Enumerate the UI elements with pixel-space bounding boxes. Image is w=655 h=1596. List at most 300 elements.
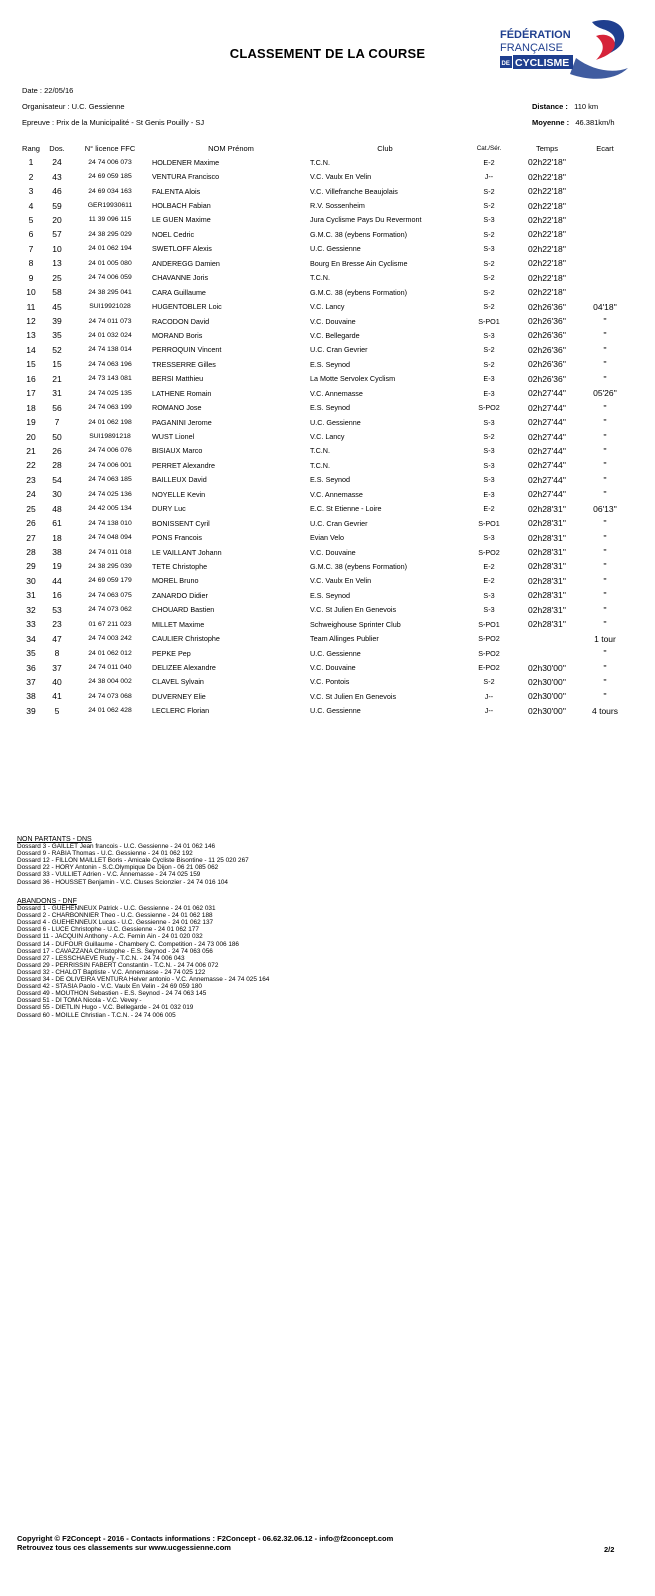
cell-name: FALENTA Alois xyxy=(152,186,201,196)
cell-licence: 24 01 062 428 xyxy=(88,707,132,715)
cell-category: E-3 xyxy=(483,374,495,384)
cell-gap: 4 tours xyxy=(592,705,618,716)
cell-gap xyxy=(576,184,634,198)
table-row xyxy=(20,372,634,386)
cell-gap: '' xyxy=(603,417,607,428)
organizer-value: U.C. Gessienne xyxy=(71,102,125,111)
cell-club: V.C. St Julien En Genevois xyxy=(310,691,397,701)
dns-heading: NON PARTANTS - DNS xyxy=(17,836,92,843)
dns-line: Dossard 3 - GAILLET Jean francois - U.C. Gessienne - 24 01 062 146 xyxy=(17,843,216,851)
cell-licence: 24 38 004 002 xyxy=(88,678,132,686)
cell-gap: '' xyxy=(603,344,607,355)
cell-licence: 24 38 295 041 xyxy=(88,288,132,296)
cell-time: 02h27'44'' xyxy=(528,417,566,428)
cell-rank: 13 xyxy=(26,330,36,341)
cell-club: V.C. Annemasse xyxy=(310,388,363,398)
average-value: 46.381km/h xyxy=(575,118,615,127)
cell-category: S-3 xyxy=(483,244,495,254)
cell-time: 02h26'36'' xyxy=(528,316,566,327)
cell-club: E.S. Seynod xyxy=(310,475,350,485)
cell-dossard: 43 xyxy=(52,171,62,182)
logo-line3: CYCLISME xyxy=(515,57,570,69)
cell-category: J-- xyxy=(484,706,494,716)
cell-rank: 35 xyxy=(26,648,36,659)
cell-dossard: 57 xyxy=(52,229,62,240)
cell-rank: 33 xyxy=(26,619,36,630)
cell-licence: 24 74 006 073 xyxy=(88,158,132,166)
cell-club: R.V. Sossenheim xyxy=(310,201,365,211)
cell-dossard: 39 xyxy=(52,316,62,327)
cell-category: E-2 xyxy=(483,576,495,586)
dnf-line: Dossard 55 - DIETLIN Hugo - V.C. Bellegarde - 24 01 032 019 xyxy=(17,1004,194,1012)
cell-gap: 1 tour xyxy=(594,633,616,644)
dns-line: Dossard 33 - VULLIET Adrien - V.C. Annemasse - 24 74 025 159 xyxy=(17,871,201,879)
cell-dossard: 20 xyxy=(52,214,62,225)
cell-licence: 24 01 032 024 xyxy=(88,331,132,339)
cell-club: E.C. St Etienne - Loire xyxy=(310,504,382,514)
cell-gap xyxy=(576,213,634,227)
cell-rank: 25 xyxy=(26,503,36,514)
cell-time: 02h22'18'' xyxy=(528,243,566,254)
table-row xyxy=(20,271,634,285)
dnf-line: Dossard 32 - CHALOT Baptiste - V.C. Annemasse - 24 74 025 122 xyxy=(17,968,206,976)
table-row xyxy=(20,429,634,443)
cell-name: HOLBACH Fabian xyxy=(152,201,211,211)
dnf-line: Dossard 42 - STASIA Paolo - V.C. Vaulx En Velin - 24 69 059 180 xyxy=(17,983,202,991)
cell-dossard: 56 xyxy=(52,402,62,413)
cell-licence: 24 74 006 076 xyxy=(88,447,132,455)
cell-rank: 28 xyxy=(26,547,36,558)
dnf-line: Dossard 1 - GUEHENNEUX Patrick - U.C. Gessienne - 24 01 062 031 xyxy=(17,905,216,913)
logo-prefix: DE xyxy=(501,61,510,67)
cell-club: E.S. Seynod xyxy=(310,359,350,369)
cell-rank: 9 xyxy=(28,272,34,283)
table-row xyxy=(20,487,634,501)
cell-club: V.C. Bellegarde xyxy=(310,330,360,340)
dns-line: Dossard 12 - FILLON MAILLET Boris - Amicale Cycliste Bisontine - 11 25 020 267 xyxy=(17,857,249,865)
footer-copyright: Copyright © F2Concept - 2016 - Contacts informations : F2Concept - 06.62.32.06.12 - info@f2concept.com xyxy=(17,1534,394,1543)
header-name: NOM Prénom xyxy=(208,143,254,153)
cell-name: MILLET Maxime xyxy=(152,619,205,629)
table-row xyxy=(20,256,634,270)
cell-gap: '' xyxy=(603,359,607,370)
cell-name: HUGENTOBLER Loic xyxy=(152,302,222,312)
dnf-line: Dossard 60 - MOILLE Christian - T.C.N. - 24 74 006 005 xyxy=(17,1011,176,1019)
date-label: Date : xyxy=(22,86,43,95)
cell-gap: '' xyxy=(603,460,607,471)
cell-rank: 8 xyxy=(28,258,34,269)
dnf-line: Dossard 2 - CHARBONNIER Theo - U.C. Gessienne - 24 01 062 188 xyxy=(17,912,213,920)
cell-time: 02h22'18'' xyxy=(528,186,566,197)
table-row xyxy=(20,502,634,516)
cell-rank: 3 xyxy=(28,186,34,197)
organizer-label: Organisateur : xyxy=(22,102,70,111)
cell-licence: GER19930611 xyxy=(87,202,133,210)
cell-dossard: 37 xyxy=(52,662,62,673)
table-row xyxy=(20,242,634,256)
cell-dossard: 58 xyxy=(52,287,62,298)
cell-name: LECLERC Florian xyxy=(152,706,210,716)
table-row xyxy=(20,473,634,487)
cell-club: V.C. St Julien En Genevois xyxy=(310,605,397,615)
cell-rank: 30 xyxy=(26,575,36,586)
cell-gap: 04'18'' xyxy=(593,301,617,312)
cell-rank: 23 xyxy=(26,474,36,485)
cell-dossard: 8 xyxy=(54,648,60,659)
cell-licence: 24 74 063 199 xyxy=(88,404,132,412)
cell-rank: 10 xyxy=(26,287,36,298)
header-rang: Rang xyxy=(22,143,40,153)
cell-rank: 4 xyxy=(28,200,34,211)
cell-club: La Motte Servolex Cyclism xyxy=(310,374,396,384)
cell-category: S-3 xyxy=(483,417,495,427)
header-club: Club xyxy=(377,143,393,153)
cell-category: E-2 xyxy=(483,504,495,514)
cell-rank: 38 xyxy=(26,691,36,702)
cell-dossard: 18 xyxy=(52,532,62,543)
cell-licence: 24 69 059 185 xyxy=(88,173,132,181)
cell-licence: 01 67 211 023 xyxy=(88,620,132,628)
table-row xyxy=(20,530,634,544)
cell-category: S-2 xyxy=(483,432,495,442)
cell-club: T.C.N. xyxy=(310,460,330,470)
cell-rank: 16 xyxy=(26,373,36,384)
cell-name: RACODON David xyxy=(152,316,210,326)
cell-name: PERRET Alexandre xyxy=(152,460,215,470)
table-row xyxy=(20,588,634,602)
cell-category: S-2 xyxy=(483,258,495,268)
cell-category: J-- xyxy=(484,691,494,701)
cell-dossard: 28 xyxy=(52,460,62,471)
cell-time: 02h28'31'' xyxy=(528,604,566,615)
table-row xyxy=(20,689,634,703)
dns-line: Dossard 9 - RABIA Thomas - U.C. Gessienne - 24 01 062 192 xyxy=(17,850,193,858)
cell-name: PONS Francois xyxy=(152,533,202,543)
cell-time: 02h26'36'' xyxy=(528,330,566,341)
cell-gap: '' xyxy=(603,474,607,485)
cell-licence: 24 69 059 179 xyxy=(88,577,132,585)
cell-dossard: 48 xyxy=(52,503,62,514)
cell-dossard: 7 xyxy=(54,417,60,428)
cell-gap xyxy=(576,256,634,270)
dnf-line: Dossard 17 - CAVAZZANA Christophe - E.S. Seynod - 24 74 063 056 xyxy=(17,947,213,955)
cell-gap xyxy=(576,271,634,285)
table-row xyxy=(20,415,634,429)
cell-club: V.C. Douvaine xyxy=(310,547,356,557)
cell-club: T.C.N. xyxy=(310,273,330,283)
cell-licence: 24 38 295 029 xyxy=(88,230,132,238)
cell-licence: 11 39 096 115 xyxy=(88,216,132,224)
cell-licence: 24 74 063 196 xyxy=(88,360,132,368)
cell-club: G.M.C. 38 (eybens Formation) xyxy=(310,561,408,571)
cell-category: S-2 xyxy=(483,229,495,239)
cell-time: 02h22'18'' xyxy=(528,258,566,269)
dns-line: Dossard 22 - HORY Antonin - S.C.Olympique De Dijon - 06 21 085 062 xyxy=(17,864,219,872)
cell-gap xyxy=(576,242,634,256)
cell-dossard: 50 xyxy=(52,431,62,442)
table-row xyxy=(20,646,634,660)
cell-name: BERSI Matthieu xyxy=(152,374,204,384)
cell-category: S-3 xyxy=(483,215,495,225)
cell-dossard: 46 xyxy=(52,186,62,197)
table-row xyxy=(20,603,634,617)
cell-rank: 34 xyxy=(26,633,36,644)
event-value: Prix de la Municipalité - St Genis Pouilly - SJ xyxy=(56,118,205,127)
cell-gap xyxy=(576,198,634,212)
cell-name: CHOUARD Bastien xyxy=(152,605,215,615)
date-line xyxy=(22,86,73,95)
table-row xyxy=(20,617,634,631)
cell-dossard: 31 xyxy=(52,388,62,399)
cell-dossard: 44 xyxy=(52,575,62,586)
cell-name: BISIAUX Marco xyxy=(152,446,203,456)
cell-gap: '' xyxy=(603,561,607,572)
cell-category: S-2 xyxy=(483,677,495,687)
cell-dossard: 13 xyxy=(52,258,62,269)
ffc-logo xyxy=(500,18,630,84)
cell-dossard: 40 xyxy=(52,676,62,687)
cell-name: NOYELLE Kevin xyxy=(152,489,206,499)
cell-dossard: 47 xyxy=(52,633,62,644)
cell-dossard: 25 xyxy=(52,272,62,283)
cell-licence: 24 74 011 018 xyxy=(88,548,132,556)
cell-time: 02h22'18'' xyxy=(528,171,566,182)
cell-time: 02h22'18'' xyxy=(528,229,566,240)
cell-dossard: 15 xyxy=(52,359,62,370)
cell-club: E.S. Seynod xyxy=(310,590,350,600)
cell-rank: 19 xyxy=(26,417,36,428)
table-row xyxy=(20,169,634,183)
cell-club: T.C.N. xyxy=(310,157,330,167)
cell-dossard: 38 xyxy=(52,547,62,558)
cell-category: S-2 xyxy=(483,345,495,355)
cell-dossard: 10 xyxy=(52,243,62,254)
table-row xyxy=(20,660,634,674)
cell-licence: 24 74 006 001 xyxy=(88,461,132,469)
cell-category: E-PO2 xyxy=(478,663,500,673)
cell-licence: 24 74 138 014 xyxy=(88,346,132,354)
cell-licence: 24 01 005 080 xyxy=(88,259,132,267)
cell-club: U.C. Gessienne xyxy=(310,648,361,658)
cell-name: ROMANO Jose xyxy=(152,403,202,413)
cell-licence: 24 74 003 242 xyxy=(88,635,132,643)
cell-name: PERROQUIN Vincent xyxy=(152,345,222,355)
table-row xyxy=(20,155,634,169)
cell-licence: 24 73 143 081 xyxy=(88,375,132,383)
cell-club: V.C. Pontois xyxy=(310,677,350,687)
cell-gap: '' xyxy=(603,590,607,601)
cell-category: S-3 xyxy=(483,330,495,340)
cell-name: LATHENE Romain xyxy=(152,388,212,398)
table-row xyxy=(20,444,634,458)
dnf-line: Dossard 29 - PERRISSIN FABERT Constantin - T.C.N. - 24 74 006 072 xyxy=(17,961,219,969)
table-row xyxy=(20,675,634,689)
table-row xyxy=(20,559,634,573)
table-row xyxy=(20,227,634,241)
cell-time: 02h22'18'' xyxy=(528,200,566,211)
dnf-line: Dossard 51 - DI TOMA Nicola - V.C. Vevey - xyxy=(17,997,142,1005)
cell-category: E-2 xyxy=(483,157,495,167)
cell-category: S-3 xyxy=(483,460,495,470)
cell-name: TETE Christophe xyxy=(152,561,208,571)
dnf-line: Dossard 34 - DE OLIVEIRA VENTURA Helver antonio - V.C. Annemasse - 24 74 025 164 xyxy=(17,976,270,984)
cell-rank: 32 xyxy=(26,604,36,615)
cell-dossard: 23 xyxy=(52,619,62,630)
average-label: Moyenne : xyxy=(532,118,570,127)
cell-licence: 24 74 138 010 xyxy=(88,519,132,527)
cell-licence: 24 74 025 135 xyxy=(88,389,132,397)
cell-time: 02h22'18'' xyxy=(528,272,566,283)
table-row xyxy=(20,357,634,371)
cell-gap: '' xyxy=(603,489,607,500)
header-licence: N° licence FFC xyxy=(84,143,136,153)
cell-category: S-3 xyxy=(483,446,495,456)
cell-category: S-2 xyxy=(483,359,495,369)
cell-club: Jura Cyclisme Pays Du Revermont xyxy=(310,215,422,225)
cell-category: S-3 xyxy=(483,605,495,615)
cell-time: 02h28'31'' xyxy=(528,532,566,543)
dnf-line: Dossard 4 - GUEHENNEUX Lucas - U.C. Gessienne - 24 01 062 137 xyxy=(17,919,214,927)
cell-club: U.C. Gessienne xyxy=(310,244,361,254)
cell-time: 02h22'18'' xyxy=(528,214,566,225)
distance-value: 110 km xyxy=(574,102,599,111)
table-row xyxy=(20,545,634,559)
cell-rank: 31 xyxy=(26,590,36,601)
cell-time: 02h27'44'' xyxy=(528,388,566,399)
cell-time: 02h27'44'' xyxy=(528,445,566,456)
cell-name: MORAND Boris xyxy=(152,330,203,340)
cell-gap: '' xyxy=(603,691,607,702)
cell-rank: 7 xyxy=(28,243,34,254)
logo-line2: FRANÇAISE xyxy=(500,42,563,54)
results-table xyxy=(20,141,634,718)
cell-gap: '' xyxy=(603,676,607,687)
cell-category: S-PO2 xyxy=(478,634,500,644)
footer-website: Retrouvez tous ces classements sur www.ucgessienne.com xyxy=(17,1543,231,1552)
cell-rank: 12 xyxy=(26,316,36,327)
cell-gap: '' xyxy=(603,604,607,615)
cell-category: S-PO1 xyxy=(478,619,500,629)
cell-licence: 24 74 063 185 xyxy=(88,476,132,484)
cell-gap: '' xyxy=(603,316,607,327)
cell-gap: '' xyxy=(603,518,607,529)
cell-gap xyxy=(576,155,634,169)
cell-time: 02h28'31'' xyxy=(528,503,566,514)
cell-club: V.C. Annemasse xyxy=(310,489,363,499)
cell-gap: '' xyxy=(603,445,607,456)
cell-dossard: 54 xyxy=(52,474,62,485)
cell-licence: 24 74 011 040 xyxy=(88,664,132,672)
cell-category: S-3 xyxy=(483,475,495,485)
cell-time xyxy=(518,646,576,660)
cell-rank: 24 xyxy=(26,489,36,500)
cell-dossard: 35 xyxy=(52,330,62,341)
cell-rank: 36 xyxy=(26,662,36,673)
cell-time: 02h28'31'' xyxy=(528,547,566,558)
cell-category: S-PO2 xyxy=(478,403,500,413)
cell-club: V.C. Vaulx En Velin xyxy=(310,576,372,586)
cell-category: E-3 xyxy=(483,489,495,499)
cell-gap: '' xyxy=(603,532,607,543)
cell-time: 02h28'31'' xyxy=(528,590,566,601)
dns-line: Dossard 36 - HOUSSET Benjamin - V.C. Cluses Scionzier - 24 74 016 104 xyxy=(17,878,228,886)
table-row xyxy=(20,574,634,588)
cell-dossard: 16 xyxy=(52,590,62,601)
dnf-line: Dossard 27 - LESSCHAEVE Rudy - T.C.N. - 24 74 006 043 xyxy=(17,954,185,962)
cell-category: S-2 xyxy=(483,302,495,312)
distance-label: Distance : xyxy=(532,102,568,111)
cell-name: NOEL Cedric xyxy=(152,229,195,239)
cell-name: LE GUEN Maxime xyxy=(152,215,211,225)
page-number: 2/2 xyxy=(604,1545,615,1554)
cell-licence: SUI19921028 xyxy=(89,303,131,311)
cell-time: 02h27'44'' xyxy=(528,460,566,471)
table-row xyxy=(20,631,634,645)
cell-dossard: 24 xyxy=(52,157,62,168)
cell-time: 02h28'31'' xyxy=(528,619,566,630)
cell-club: U.C. Gessienne xyxy=(310,417,361,427)
cell-rank: 15 xyxy=(26,359,36,370)
cell-time: 02h22'18'' xyxy=(528,157,566,168)
cell-club: G.M.C. 38 (eybens Formation) xyxy=(310,229,408,239)
cell-dossard: 52 xyxy=(52,344,62,355)
cell-gap xyxy=(576,169,634,183)
cell-club: E.S. Seynod xyxy=(310,403,350,413)
cell-rank: 11 xyxy=(26,301,36,312)
dnf-line: Dossard 11 - JACQUIN Anthony - A.C. Fernin Ain - 24 01 020 032 xyxy=(17,933,203,941)
cell-name: BONISSENT Cyril xyxy=(152,518,210,528)
cell-category: S-PO2 xyxy=(478,648,500,658)
cell-gap: 06'13'' xyxy=(593,503,617,514)
cell-licence: 24 69 034 163 xyxy=(88,187,132,195)
cell-rank: 22 xyxy=(26,460,36,471)
cell-rank: 29 xyxy=(26,561,36,572)
cell-time: 02h30'00'' xyxy=(528,691,566,702)
cell-dossard: 26 xyxy=(52,445,62,456)
cell-name: TRESSERRE Gilles xyxy=(152,359,216,369)
table-row xyxy=(20,328,634,342)
cell-club: U.C. Cran Gevrier xyxy=(310,345,368,355)
cell-gap xyxy=(576,227,634,241)
event-line xyxy=(22,118,204,127)
cell-time: 02h27'44'' xyxy=(528,474,566,485)
cell-time: 02h28'31'' xyxy=(528,518,566,529)
cell-dossard: 30 xyxy=(52,489,62,500)
cell-name: PAGANINI Jerome xyxy=(152,417,212,427)
table-row xyxy=(20,184,634,198)
cell-time: 02h30'00'' xyxy=(528,705,566,716)
cell-gap: '' xyxy=(603,575,607,586)
cell-rank: 37 xyxy=(26,676,36,687)
header-time: Temps xyxy=(535,143,559,153)
cell-gap: '' xyxy=(603,662,607,673)
footer xyxy=(17,1534,393,1552)
cell-club: V.C. Douvaine xyxy=(310,663,356,673)
cell-club: V.C. Lancy xyxy=(310,302,345,312)
cell-club: V.C. Douvaine xyxy=(310,316,356,326)
cell-club: V.C. Vaulx En Velin xyxy=(310,172,372,182)
cell-licence: 24 01 062 012 xyxy=(88,649,132,657)
cell-time: 02h27'44'' xyxy=(528,402,566,413)
cell-category: E-3 xyxy=(483,388,495,398)
cell-rank: 39 xyxy=(26,705,36,716)
cell-licence: 24 74 025 136 xyxy=(88,490,132,498)
table-row xyxy=(20,299,634,313)
cell-name: CHAVANNE Joris xyxy=(152,273,209,283)
cell-name: BAILLEUX David xyxy=(152,475,207,485)
cell-time: 02h26'36'' xyxy=(528,344,566,355)
cell-gap: 05'26'' xyxy=(593,388,617,399)
